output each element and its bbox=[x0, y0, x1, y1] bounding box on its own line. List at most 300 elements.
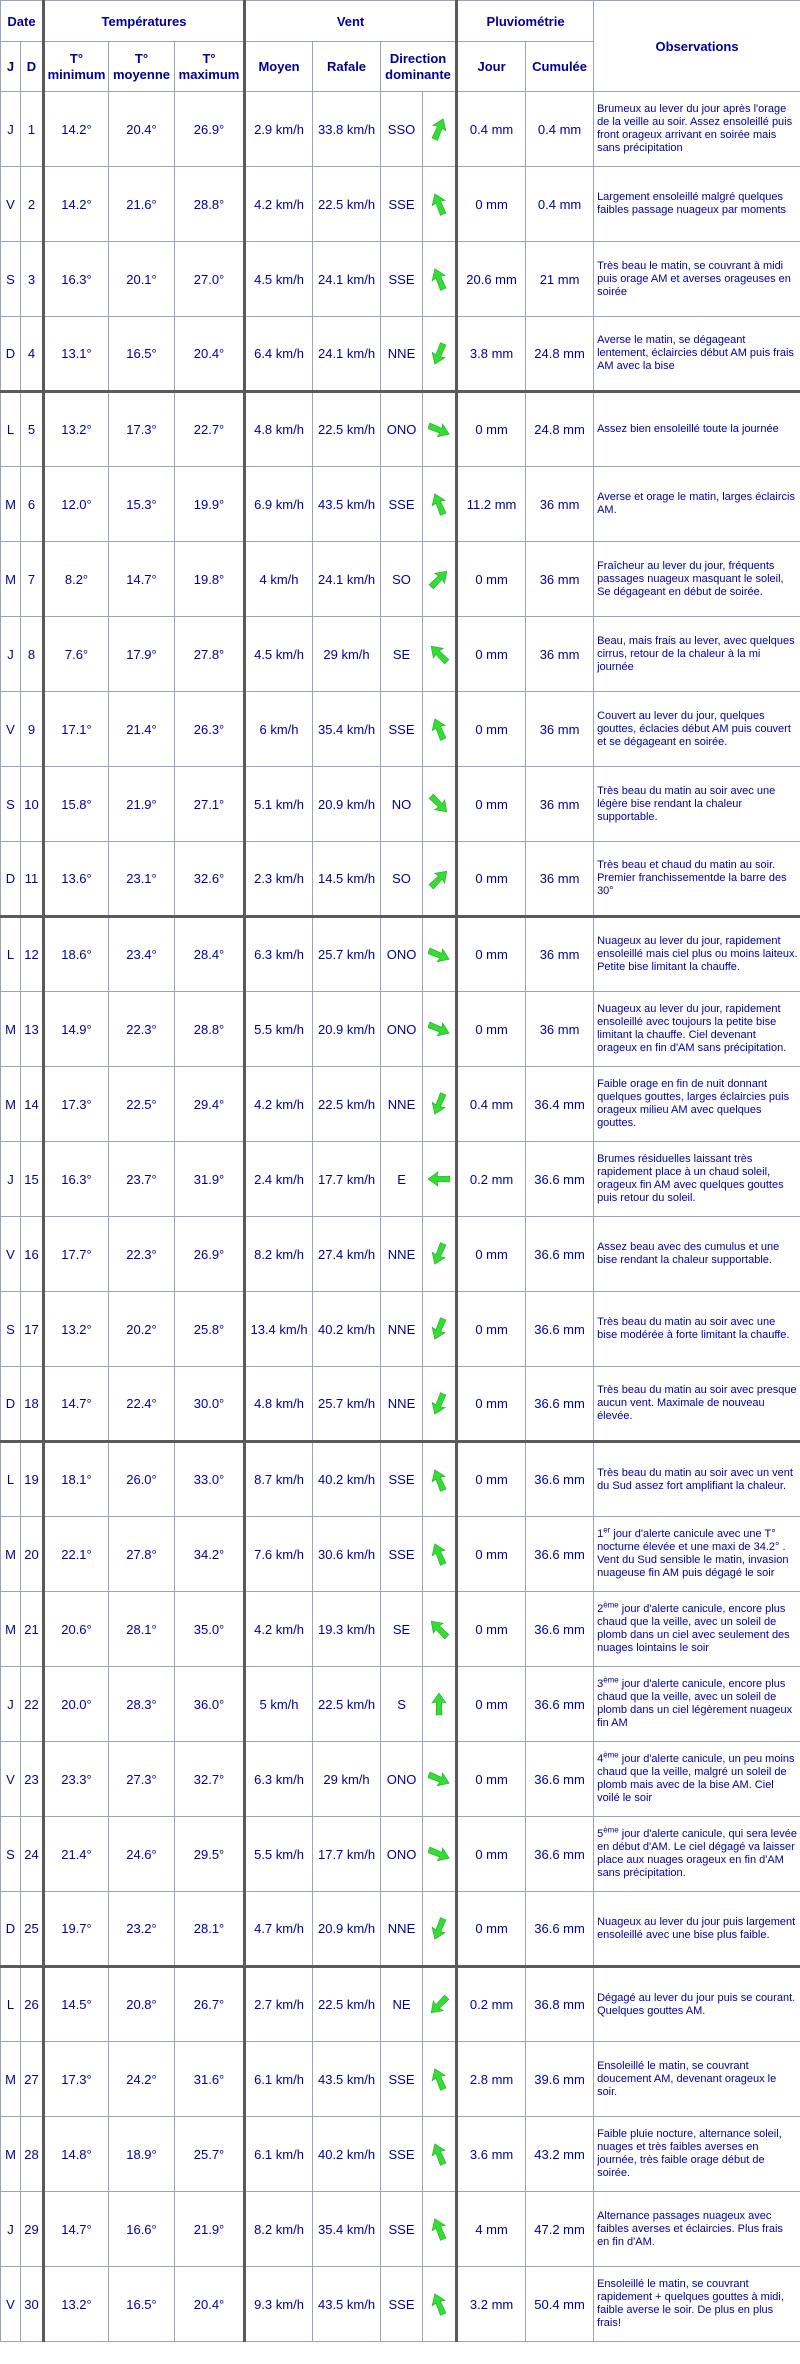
wind-gust: 40.2 km/h bbox=[313, 1442, 381, 1517]
header-rafale: Rafale bbox=[313, 42, 381, 92]
day-number: 13 bbox=[21, 992, 44, 1067]
wind-direction: ONO bbox=[381, 1817, 423, 1892]
rain-day: 0 mm bbox=[457, 1217, 526, 1292]
observation-body: jour d'alerte canicule, qui sera levée en début d'AM. Le ciel dégagé va laisser place aux nuages orageux en fin d'AM sans précipitation. bbox=[597, 1828, 797, 1879]
wind-mean: 6.4 km/h bbox=[245, 317, 313, 392]
temp-max: 26.7° bbox=[175, 1967, 245, 2042]
temp-max: 29.4° bbox=[175, 1067, 245, 1142]
temp-min: 21.4° bbox=[44, 1817, 109, 1892]
observation-text bbox=[594, 1517, 800, 1592]
table-body bbox=[1, 92, 800, 2342]
rain-day: 0.2 mm bbox=[457, 1967, 526, 2042]
wind-gust: 43.5 km/h bbox=[313, 2267, 381, 2342]
wind-arrow-icon bbox=[428, 191, 450, 217]
wind-arrow-icon bbox=[428, 1841, 450, 1867]
observation-text: Beau, mais frais au lever, avec quelques cirrus, retour de la chaleur à la mi journée bbox=[594, 617, 800, 692]
temp-min: 16.3° bbox=[44, 242, 109, 317]
header-vent: Vent bbox=[245, 1, 457, 42]
observation-text: Dégagé au lever du jour puis se courant. Quelques gouttes AM. bbox=[594, 1967, 800, 2042]
temp-min: 19.7° bbox=[44, 1892, 109, 1967]
day-number: 25 bbox=[21, 1892, 44, 1967]
day-of-week: V bbox=[1, 167, 21, 242]
day-number: 14 bbox=[21, 1067, 44, 1142]
wind-arrow-icon bbox=[428, 1616, 450, 1642]
wind-arrow-cell bbox=[423, 392, 457, 467]
observation-ordinal: ème bbox=[603, 1675, 619, 1685]
temp-max: 33.0° bbox=[175, 1442, 245, 1517]
rain-day: 0 mm bbox=[457, 1517, 526, 1592]
wind-direction: ONO bbox=[381, 917, 423, 992]
wind-arrow-cell bbox=[423, 1592, 457, 1667]
observation-text: Nuageux au lever du jour, rapidement ensoleillé avec toujours la petite bise limitant la chauffe. Ciel devenant orageux en fin d'AM sans précipitation. bbox=[594, 992, 800, 1067]
wind-gust: 24.1 km/h bbox=[313, 317, 381, 392]
header-tmin: T° minimum bbox=[44, 42, 109, 92]
wind-gust: 43.5 km/h bbox=[313, 2042, 381, 2117]
rain-day: 0 mm bbox=[457, 392, 526, 467]
temp-min: 22.1° bbox=[44, 1517, 109, 1592]
day-number: 10 bbox=[21, 767, 44, 842]
wind-arrow-icon bbox=[428, 1166, 450, 1192]
wind-direction: SSE bbox=[381, 2267, 423, 2342]
observation-text: Ensoleillé le matin, se couvrant rapidement + quelques gouttes à midi, faible averse le soir. De plus en plus frais! bbox=[594, 2267, 800, 2342]
wind-mean: 4.2 km/h bbox=[245, 167, 313, 242]
rain-day: 0 mm bbox=[457, 1592, 526, 1667]
wind-mean: 6.9 km/h bbox=[245, 467, 313, 542]
wind-arrow-icon bbox=[428, 942, 450, 968]
wind-arrow-icon bbox=[428, 2066, 450, 2092]
wind-gust: 22.5 km/h bbox=[313, 1667, 381, 1742]
wind-mean: 4.2 km/h bbox=[245, 1592, 313, 1667]
table-row bbox=[1, 2192, 800, 2267]
table-row bbox=[1, 1592, 800, 1667]
wind-arrow-icon bbox=[428, 417, 450, 443]
day-number: 18 bbox=[21, 1367, 44, 1442]
observation-text: Ensoleillé le matin, se couvrant doucement AM, devenant orageux le soir. bbox=[594, 2042, 800, 2117]
temp-min: 14.7° bbox=[44, 1367, 109, 1442]
wind-gust: 20.9 km/h bbox=[313, 1892, 381, 1967]
rain-day: 0 mm bbox=[457, 992, 526, 1067]
table-row bbox=[1, 2042, 800, 2117]
wind-arrow-cell bbox=[423, 1142, 457, 1217]
wind-arrow-cell bbox=[423, 542, 457, 617]
day-number: 1 bbox=[21, 92, 44, 167]
wind-mean: 8.2 km/h bbox=[245, 2192, 313, 2267]
observation-text: Averse et orage le matin, larges éclaircis AM. bbox=[594, 467, 800, 542]
wind-direction: NNE bbox=[381, 1892, 423, 1967]
wind-arrow-cell bbox=[423, 842, 457, 917]
wind-gust: 22.5 km/h bbox=[313, 1967, 381, 2042]
observation-text bbox=[594, 1667, 800, 1742]
wind-direction: SSE bbox=[381, 2192, 423, 2267]
wind-arrow-icon bbox=[428, 1016, 450, 1042]
table-row bbox=[1, 2267, 800, 2342]
day-number: 3 bbox=[21, 242, 44, 317]
temp-moy: 21.6° bbox=[109, 167, 175, 242]
day-of-week: M bbox=[1, 2117, 21, 2192]
observation-text bbox=[594, 1817, 800, 1892]
wind-arrow-icon bbox=[428, 266, 450, 292]
wind-arrow-icon bbox=[428, 1916, 450, 1942]
observation-number: 5 bbox=[597, 1828, 604, 1840]
rain-day: 0 mm bbox=[457, 1667, 526, 1742]
temp-moy: 21.9° bbox=[109, 767, 175, 842]
wind-direction: SSE bbox=[381, 692, 423, 767]
table-row bbox=[1, 1442, 800, 1517]
observation-text: Faible orage en fin de nuit donnant quelques gouttes, larges éclaircies puis orageux milieu AM avec quelques gouttes. bbox=[594, 1067, 800, 1142]
wind-gust: 35.4 km/h bbox=[313, 2192, 381, 2267]
wind-gust: 25.7 km/h bbox=[313, 917, 381, 992]
day-of-week: J bbox=[1, 617, 21, 692]
wind-arrow-cell bbox=[423, 1967, 457, 2042]
header-date: Date bbox=[1, 1, 44, 42]
temp-max: 25.7° bbox=[175, 2117, 245, 2192]
wind-gust: 40.2 km/h bbox=[313, 1292, 381, 1367]
wind-arrow-icon bbox=[428, 866, 450, 892]
rain-cumul: 36.6 mm bbox=[526, 1367, 594, 1442]
header-tmoy: T° moyenne bbox=[109, 42, 175, 92]
temp-min: 13.1° bbox=[44, 317, 109, 392]
temp-min: 12.0° bbox=[44, 467, 109, 542]
table-row bbox=[1, 467, 800, 542]
wind-gust: 29 km/h bbox=[313, 1742, 381, 1817]
day-of-week: M bbox=[1, 1517, 21, 1592]
wind-arrow-cell bbox=[423, 692, 457, 767]
rain-day: 0 mm bbox=[457, 1292, 526, 1367]
temp-max: 35.0° bbox=[175, 1592, 245, 1667]
day-of-week: S bbox=[1, 242, 21, 317]
temp-moy: 16.5° bbox=[109, 2267, 175, 2342]
observation-ordinal: ème bbox=[603, 1825, 619, 1835]
wind-arrow-cell bbox=[423, 467, 457, 542]
day-of-week: V bbox=[1, 1742, 21, 1817]
temp-min: 13.2° bbox=[44, 392, 109, 467]
temp-min: 14.2° bbox=[44, 92, 109, 167]
wind-mean: 2.4 km/h bbox=[245, 1142, 313, 1217]
wind-arrow-cell bbox=[423, 1742, 457, 1817]
temp-moy: 21.4° bbox=[109, 692, 175, 767]
wind-arrow-cell bbox=[423, 92, 457, 167]
temp-moy: 23.4° bbox=[109, 917, 175, 992]
wind-direction: SSE bbox=[381, 467, 423, 542]
day-number: 15 bbox=[21, 1142, 44, 1217]
observation-text: Très beau du matin au soir avec une légère bise rendant la chaleur supportable. bbox=[594, 767, 800, 842]
wind-direction: NNE bbox=[381, 1217, 423, 1292]
day-number: 20 bbox=[21, 1517, 44, 1592]
wind-arrow-cell bbox=[423, 167, 457, 242]
wind-direction: NO bbox=[381, 767, 423, 842]
temp-moy: 16.5° bbox=[109, 317, 175, 392]
day-number: 27 bbox=[21, 2042, 44, 2117]
rain-day: 4 mm bbox=[457, 2192, 526, 2267]
day-of-week: J bbox=[1, 92, 21, 167]
header-observations: Observations bbox=[594, 1, 800, 92]
wind-arrow-icon bbox=[428, 1541, 450, 1567]
temp-max: 25.8° bbox=[175, 1292, 245, 1367]
temp-min: 14.2° bbox=[44, 167, 109, 242]
header-cumulee: Cumulée bbox=[526, 42, 594, 92]
temp-max: 32.6° bbox=[175, 842, 245, 917]
wind-direction: SSO bbox=[381, 92, 423, 167]
rain-day: 0 mm bbox=[457, 167, 526, 242]
rain-cumul: 36 mm bbox=[526, 467, 594, 542]
table-row bbox=[1, 1667, 800, 1742]
day-number: 30 bbox=[21, 2267, 44, 2342]
day-of-week: D bbox=[1, 1892, 21, 1967]
table-row bbox=[1, 1517, 800, 1592]
day-number: 21 bbox=[21, 1592, 44, 1667]
rain-cumul: 50.4 mm bbox=[526, 2267, 594, 2342]
wind-direction: E bbox=[381, 1142, 423, 1217]
day-of-week: S bbox=[1, 1292, 21, 1367]
temp-moy: 27.8° bbox=[109, 1517, 175, 1592]
wind-direction: SSE bbox=[381, 2042, 423, 2117]
observation-body: jour d'alerte canicule avec une T° nocturne élevée et une maxi de 34.2° . Vent du Sud sensible le matin, invasion nuageuse fin AM puis dégagé le soir bbox=[597, 1528, 789, 1579]
temp-min: 8.2° bbox=[44, 542, 109, 617]
table-row bbox=[1, 842, 800, 917]
day-number: 7 bbox=[21, 542, 44, 617]
temp-max: 31.9° bbox=[175, 1142, 245, 1217]
observation-ordinal: er bbox=[603, 1525, 611, 1535]
temp-min: 23.3° bbox=[44, 1742, 109, 1817]
day-number: 26 bbox=[21, 1967, 44, 2042]
day-of-week: J bbox=[1, 1667, 21, 1742]
temp-max: 36.0° bbox=[175, 1667, 245, 1742]
rain-day: 20.6 mm bbox=[457, 242, 526, 317]
wind-gust: 20.9 km/h bbox=[313, 992, 381, 1067]
temp-max: 26.9° bbox=[175, 92, 245, 167]
day-of-week: D bbox=[1, 317, 21, 392]
rain-day: 0 mm bbox=[457, 1367, 526, 1442]
temp-min: 13.2° bbox=[44, 2267, 109, 2342]
wind-mean: 2.3 km/h bbox=[245, 842, 313, 917]
table-row bbox=[1, 92, 800, 167]
day-number: 12 bbox=[21, 917, 44, 992]
temp-max: 22.7° bbox=[175, 392, 245, 467]
wind-direction: SSE bbox=[381, 1442, 423, 1517]
temp-moy: 16.6° bbox=[109, 2192, 175, 2267]
wind-mean: 9.3 km/h bbox=[245, 2267, 313, 2342]
wind-arrow-icon bbox=[428, 1316, 450, 1342]
temp-min: 13.2° bbox=[44, 1292, 109, 1367]
temp-max: 19.8° bbox=[175, 542, 245, 617]
wind-arrow-cell bbox=[423, 992, 457, 1067]
wind-gust: 22.5 km/h bbox=[313, 1067, 381, 1142]
rain-day: 2.8 mm bbox=[457, 2042, 526, 2117]
wind-arrow-cell bbox=[423, 767, 457, 842]
day-of-week: M bbox=[1, 1067, 21, 1142]
table-row bbox=[1, 242, 800, 317]
wind-mean: 5.5 km/h bbox=[245, 992, 313, 1067]
wind-gust: 27.4 km/h bbox=[313, 1217, 381, 1292]
wind-arrow-icon bbox=[428, 491, 450, 517]
wind-mean: 6.3 km/h bbox=[245, 917, 313, 992]
wind-mean: 2.7 km/h bbox=[245, 1967, 313, 2042]
temp-max: 28.1° bbox=[175, 1892, 245, 1967]
day-of-week: L bbox=[1, 392, 21, 467]
observation-body: jour d'alerte canicule, encore plus chaud que la veille, avec un soleil de plomb dans un ciel légèrement nuageux fin AM bbox=[597, 1678, 793, 1729]
wind-gust: 35.4 km/h bbox=[313, 692, 381, 767]
temp-min: 20.6° bbox=[44, 1592, 109, 1667]
temp-max: 20.4° bbox=[175, 317, 245, 392]
wind-arrow-icon bbox=[428, 2216, 450, 2242]
temp-min: 20.0° bbox=[44, 1667, 109, 1742]
temp-moy: 24.2° bbox=[109, 2042, 175, 2117]
day-of-week: S bbox=[1, 767, 21, 842]
wind-arrow-icon bbox=[428, 566, 450, 592]
temp-moy: 18.9° bbox=[109, 2117, 175, 2192]
temp-max: 28.8° bbox=[175, 167, 245, 242]
rain-cumul: 36.6 mm bbox=[526, 1817, 594, 1892]
wind-mean: 8.7 km/h bbox=[245, 1442, 313, 1517]
temp-min: 17.3° bbox=[44, 1067, 109, 1142]
table-row bbox=[1, 167, 800, 242]
rain-cumul: 36.6 mm bbox=[526, 1442, 594, 1517]
table-row bbox=[1, 917, 800, 992]
observation-text: Fraîcheur au lever du jour, fréquents passages nuageux masquant le soleil, Se dégageant en début de soirée. bbox=[594, 542, 800, 617]
temp-moy: 20.2° bbox=[109, 1292, 175, 1367]
observation-text bbox=[594, 1742, 800, 1817]
wind-mean: 13.4 km/h bbox=[245, 1292, 313, 1367]
wind-gust: 17.7 km/h bbox=[313, 1142, 381, 1217]
day-number: 16 bbox=[21, 1217, 44, 1292]
rain-cumul: 21 mm bbox=[526, 242, 594, 317]
day-number: 19 bbox=[21, 1442, 44, 1517]
table-row bbox=[1, 1742, 800, 1817]
observation-text: Faible pluie nocture, alternance soleil, nuages et très faibles averses en journée, très faible orage début de soirée. bbox=[594, 2117, 800, 2192]
temp-moy: 22.3° bbox=[109, 992, 175, 1067]
observation-text: Nuageux au lever du jour puis largement ensoleillé avec une bise plus faible. bbox=[594, 1892, 800, 1967]
temp-min: 14.8° bbox=[44, 2117, 109, 2192]
temp-min: 7.6° bbox=[44, 617, 109, 692]
temp-min: 14.5° bbox=[44, 1967, 109, 2042]
temp-moy: 17.9° bbox=[109, 617, 175, 692]
wind-arrow-cell bbox=[423, 1667, 457, 1742]
rain-cumul: 36.6 mm bbox=[526, 1517, 594, 1592]
temp-moy: 22.4° bbox=[109, 1367, 175, 1442]
observation-text: Averse le matin, se dégageant lentement, éclaircies début AM puis frais AM avec la bise bbox=[594, 317, 800, 392]
observation-text: Couvert au lever du jour, quelques gouttes, éclacies début AM puis couvert et se dégageant en soirée. bbox=[594, 692, 800, 767]
day-of-week: J bbox=[1, 1142, 21, 1217]
rain-cumul: 0.4 mm bbox=[526, 167, 594, 242]
temp-max: 27.0° bbox=[175, 242, 245, 317]
wind-mean: 5.5 km/h bbox=[245, 1817, 313, 1892]
wind-arrow-icon bbox=[428, 1691, 450, 1717]
wind-arrow-cell bbox=[423, 1217, 457, 1292]
temp-min: 15.8° bbox=[44, 767, 109, 842]
table-row bbox=[1, 1142, 800, 1217]
rain-day: 11.2 mm bbox=[457, 467, 526, 542]
rain-cumul: 36.6 mm bbox=[526, 1592, 594, 1667]
wind-direction: SSE bbox=[381, 167, 423, 242]
wind-arrow-cell bbox=[423, 1817, 457, 1892]
rain-day: 0 mm bbox=[457, 1442, 526, 1517]
rain-day: 3.2 mm bbox=[457, 2267, 526, 2342]
header-j: J bbox=[1, 42, 21, 92]
wind-mean: 4.5 km/h bbox=[245, 242, 313, 317]
wind-direction: SO bbox=[381, 542, 423, 617]
rain-cumul: 24.8 mm bbox=[526, 392, 594, 467]
temp-moy: 14.7° bbox=[109, 542, 175, 617]
table-header bbox=[1, 1, 800, 92]
temp-min: 13.6° bbox=[44, 842, 109, 917]
wind-arrow-icon bbox=[428, 716, 450, 742]
day-of-week: S bbox=[1, 1817, 21, 1892]
temp-max: 26.3° bbox=[175, 692, 245, 767]
day-of-week: L bbox=[1, 917, 21, 992]
temp-max: 19.9° bbox=[175, 467, 245, 542]
wind-direction: SO bbox=[381, 842, 423, 917]
rain-cumul: 36 mm bbox=[526, 917, 594, 992]
rain-cumul: 36.8 mm bbox=[526, 1967, 594, 2042]
day-of-week: L bbox=[1, 1442, 21, 1517]
wind-direction: SSE bbox=[381, 2117, 423, 2192]
wind-arrow-cell bbox=[423, 2042, 457, 2117]
day-number: 29 bbox=[21, 2192, 44, 2267]
wind-arrow-icon bbox=[428, 116, 450, 142]
header-d: D bbox=[21, 42, 44, 92]
wind-arrow-cell bbox=[423, 917, 457, 992]
header-tmax: T° maximum bbox=[175, 42, 245, 92]
temp-max: 28.8° bbox=[175, 992, 245, 1067]
rain-cumul: 36 mm bbox=[526, 767, 594, 842]
wind-gust: 22.5 km/h bbox=[313, 392, 381, 467]
temp-max: 31.6° bbox=[175, 2042, 245, 2117]
header-direction: Direction dominante bbox=[381, 42, 457, 92]
temp-max: 26.9° bbox=[175, 1217, 245, 1292]
wind-direction: ONO bbox=[381, 1742, 423, 1817]
temp-moy: 27.3° bbox=[109, 1742, 175, 1817]
wind-arrow-cell bbox=[423, 2267, 457, 2342]
day-of-week: D bbox=[1, 1367, 21, 1442]
table-row bbox=[1, 692, 800, 767]
day-of-week: D bbox=[1, 842, 21, 917]
temp-max: 27.8° bbox=[175, 617, 245, 692]
day-number: 8 bbox=[21, 617, 44, 692]
temp-min: 16.3° bbox=[44, 1142, 109, 1217]
temp-max: 32.7° bbox=[175, 1742, 245, 1817]
temp-max: 34.2° bbox=[175, 1517, 245, 1592]
wind-mean: 2.9 km/h bbox=[245, 92, 313, 167]
rain-cumul: 36.4 mm bbox=[526, 1067, 594, 1142]
table-row bbox=[1, 2117, 800, 2192]
day-of-week: V bbox=[1, 2267, 21, 2342]
wind-mean: 4.2 km/h bbox=[245, 1067, 313, 1142]
wind-gust: 24.1 km/h bbox=[313, 242, 381, 317]
observation-text: Brumeux au lever du jour après l'orage de la veille au soir. Assez ensoleillé puis front orageux arrivant en soirée mais sans précipitation bbox=[594, 92, 800, 167]
wind-mean: 4.7 km/h bbox=[245, 1892, 313, 1967]
wind-arrow-cell bbox=[423, 1067, 457, 1142]
temp-min: 17.1° bbox=[44, 692, 109, 767]
wind-gust: 30.6 km/h bbox=[313, 1517, 381, 1592]
wind-gust: 19.3 km/h bbox=[313, 1592, 381, 1667]
observation-text: Assez beau avec des cumulus et une bise rendant la chaleur supportable. bbox=[594, 1217, 800, 1292]
temp-moy: 22.3° bbox=[109, 1217, 175, 1292]
temp-max: 21.9° bbox=[175, 2192, 245, 2267]
wind-arrow-icon bbox=[428, 791, 450, 817]
observation-text: Alternance passages nuageux avec faibles averses et éclaircies. Plus frais en fin d'AM. bbox=[594, 2192, 800, 2267]
temp-max: 20.4° bbox=[175, 2267, 245, 2342]
wind-gust: 14.5 km/h bbox=[313, 842, 381, 917]
rain-day: 0 mm bbox=[457, 1817, 526, 1892]
wind-arrow-cell bbox=[423, 1442, 457, 1517]
table-row bbox=[1, 1817, 800, 1892]
rain-day: 0 mm bbox=[457, 542, 526, 617]
temp-min: 18.1° bbox=[44, 1442, 109, 1517]
table-row bbox=[1, 1967, 800, 2042]
rain-day: 0 mm bbox=[457, 692, 526, 767]
temp-moy: 23.7° bbox=[109, 1142, 175, 1217]
rain-cumul: 36.6 mm bbox=[526, 1667, 594, 1742]
